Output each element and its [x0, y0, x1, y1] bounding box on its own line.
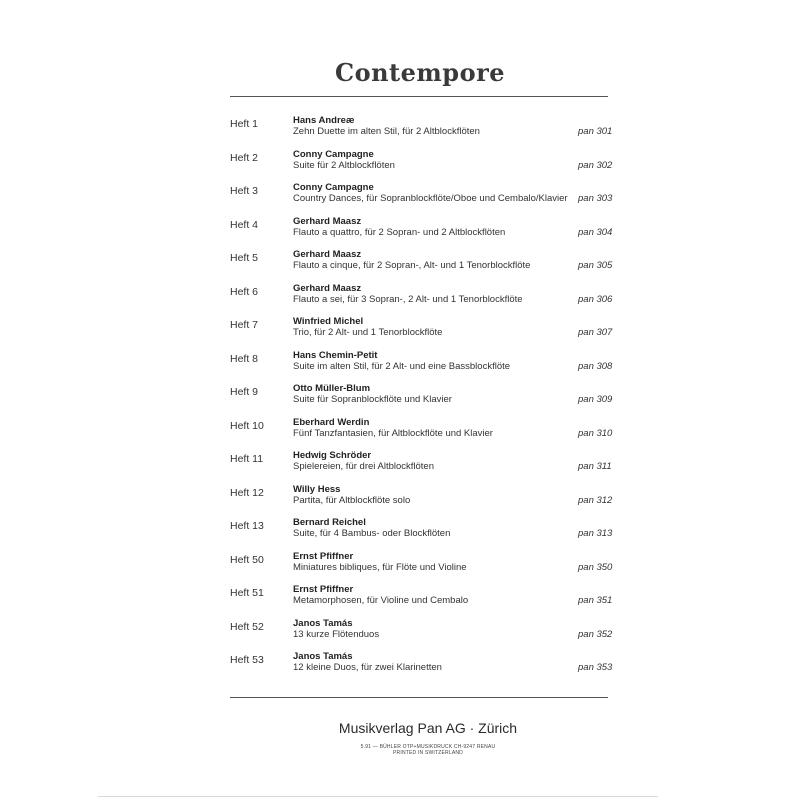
composer-name: Conny Campagne [293, 148, 374, 160]
list-item [0, 284, 800, 314]
catalog-number: pan 353 [578, 662, 613, 673]
bottom-divider [230, 697, 608, 698]
page-title: Contempore [334, 58, 505, 87]
composer-name: Eberhard Werdin [293, 416, 370, 428]
composer-name: Gerhard Maasz [293, 249, 362, 260]
work-title: Suite für Sopranblockflöte und Klavier [293, 394, 452, 405]
list-item [0, 150, 800, 180]
composer-name: Hedwig Schröder [293, 450, 372, 461]
heft-number: Heft 5 [230, 252, 259, 264]
list-item [0, 652, 800, 682]
work-title: Partita, für Altblockflöte solo [293, 494, 411, 506]
work-title: Miniatures bibliques, für Flöte und Violine [293, 561, 467, 573]
heft-number: Heft 4 [230, 218, 259, 231]
work-title: Flauto a cinque, für 2 Sopran-, Alt- und 1 Tenorblockflöte [293, 260, 531, 271]
work-title: Trio, für 2 Alt- und 1 Tenorblockflöte [293, 327, 443, 338]
composer-name: Winfried Michel [293, 316, 364, 327]
heft-number: Heft 1 [230, 118, 259, 130]
list-item [0, 418, 800, 448]
catalog-number: pan 303 [578, 193, 613, 204]
catalog-number: pan 350 [578, 561, 613, 573]
catalog-number: pan 352 [578, 628, 613, 640]
composer-name: Conny Campagne [293, 182, 374, 193]
work-title: Metamorphosen, für Violine und Cembalo [293, 595, 469, 606]
work-title: Spielereien, für drei Altblockflöten [293, 461, 434, 472]
catalog-number: pan 307 [578, 327, 613, 338]
work-title: Flauto a quattro, für 2 Sopran- und 2 Altblockflöten [293, 226, 506, 238]
work-title: Zehn Duette im alten Stil, für 2 Altblockflöten [293, 126, 480, 137]
publisher-line: Musikverlag Pan AG · Zürich [338, 720, 518, 736]
composer-name: Gerhard Maasz [293, 282, 362, 294]
heft-number: Heft 8 [230, 352, 259, 365]
heft-number: Heft 52 [230, 620, 264, 633]
heft-number: Heft 3 [230, 185, 259, 197]
top-divider [230, 96, 608, 97]
heft-number: Heft 13 [230, 520, 264, 532]
composer-name: Otto Müller-Blum [293, 383, 371, 394]
list-item [0, 116, 800, 146]
heft-number: Heft 11 [230, 453, 264, 465]
catalog-number: pan 313 [578, 528, 613, 539]
catalog-number: pan 308 [578, 360, 613, 372]
heft-number: Heft 51 [230, 587, 264, 599]
catalog-number: pan 351 [578, 595, 613, 606]
work-title: Country Dances, für Sopranblockflöte/Oboe und Cembalo/Klavier [293, 193, 568, 204]
heft-number: Heft 10 [230, 419, 264, 432]
heft-number: Heft 50 [230, 553, 264, 566]
catalog-number: pan 309 [578, 394, 613, 405]
composer-name: Willy Hess [293, 483, 341, 495]
catalog-number: pan 305 [578, 260, 613, 271]
catalog-number: pan 304 [578, 226, 613, 238]
composer-name: Hans Chemin-Petit [293, 349, 378, 361]
list-item [0, 317, 800, 347]
catalog-number: pan 306 [578, 293, 613, 305]
page-edge-line [98, 796, 658, 797]
composer-name: Ernst Pfiffner [293, 584, 354, 595]
printer-imprint [0, 744, 800, 756]
heft-number: Heft 53 [230, 654, 264, 666]
heft-number: Heft 9 [230, 386, 259, 398]
composer-name: Janos Tamás [293, 651, 353, 662]
heft-number: Heft 7 [230, 319, 259, 331]
work-title: Suite für 2 Altblockflöten [293, 159, 395, 171]
list-item [0, 619, 800, 649]
work-title: 12 kleine Duos, für zwei Klarinetten [293, 662, 442, 673]
work-title: Suite, für 4 Bambus- oder Blockflöten [293, 528, 451, 539]
list-item [0, 552, 800, 582]
catalog-number: pan 301 [578, 126, 613, 137]
heft-number: Heft 6 [230, 285, 259, 298]
list-item [0, 384, 800, 414]
printer-line-1: 5.91 — BÜHLER OTP+MUSIKDRUCK CH-9247 RENAU [360, 744, 496, 750]
list-item [0, 585, 800, 615]
list-item [0, 250, 800, 280]
composer-name: Janos Tamás [293, 617, 353, 629]
list-item [0, 351, 800, 381]
work-title: Flauto a sei, für 3 Sopran-, 2 Alt- und 1 Tenorblockflöte [293, 293, 523, 305]
composer-name: Hans Andreæ [293, 115, 355, 126]
work-title: Suite im alten Stil, für 2 Alt- und eine Bassblockflöte [293, 360, 511, 372]
work-title: Fünf Tanzfantasien, für Altblockflöte und Klavier [293, 427, 493, 439]
list-item [0, 485, 800, 515]
list-item [0, 183, 800, 213]
composer-name: Gerhard Maasz [293, 215, 362, 227]
work-title: 13 kurze Flötenduos [293, 628, 380, 640]
heft-number: Heft 2 [230, 151, 259, 164]
catalog-number: pan 311 [578, 461, 612, 472]
catalog-number: pan 302 [578, 159, 613, 171]
list-item [0, 451, 800, 481]
composer-name: Bernard Reichel [293, 517, 366, 528]
catalog-number: pan 312 [578, 494, 613, 506]
printer-line-2: PRINTED IN SWITZERLAND [393, 750, 463, 756]
list-item [0, 518, 800, 548]
list-item [0, 217, 800, 247]
heft-number: Heft 12 [230, 486, 264, 499]
catalog-number: pan 310 [578, 427, 613, 439]
composer-name: Ernst Pfiffner [293, 550, 354, 562]
